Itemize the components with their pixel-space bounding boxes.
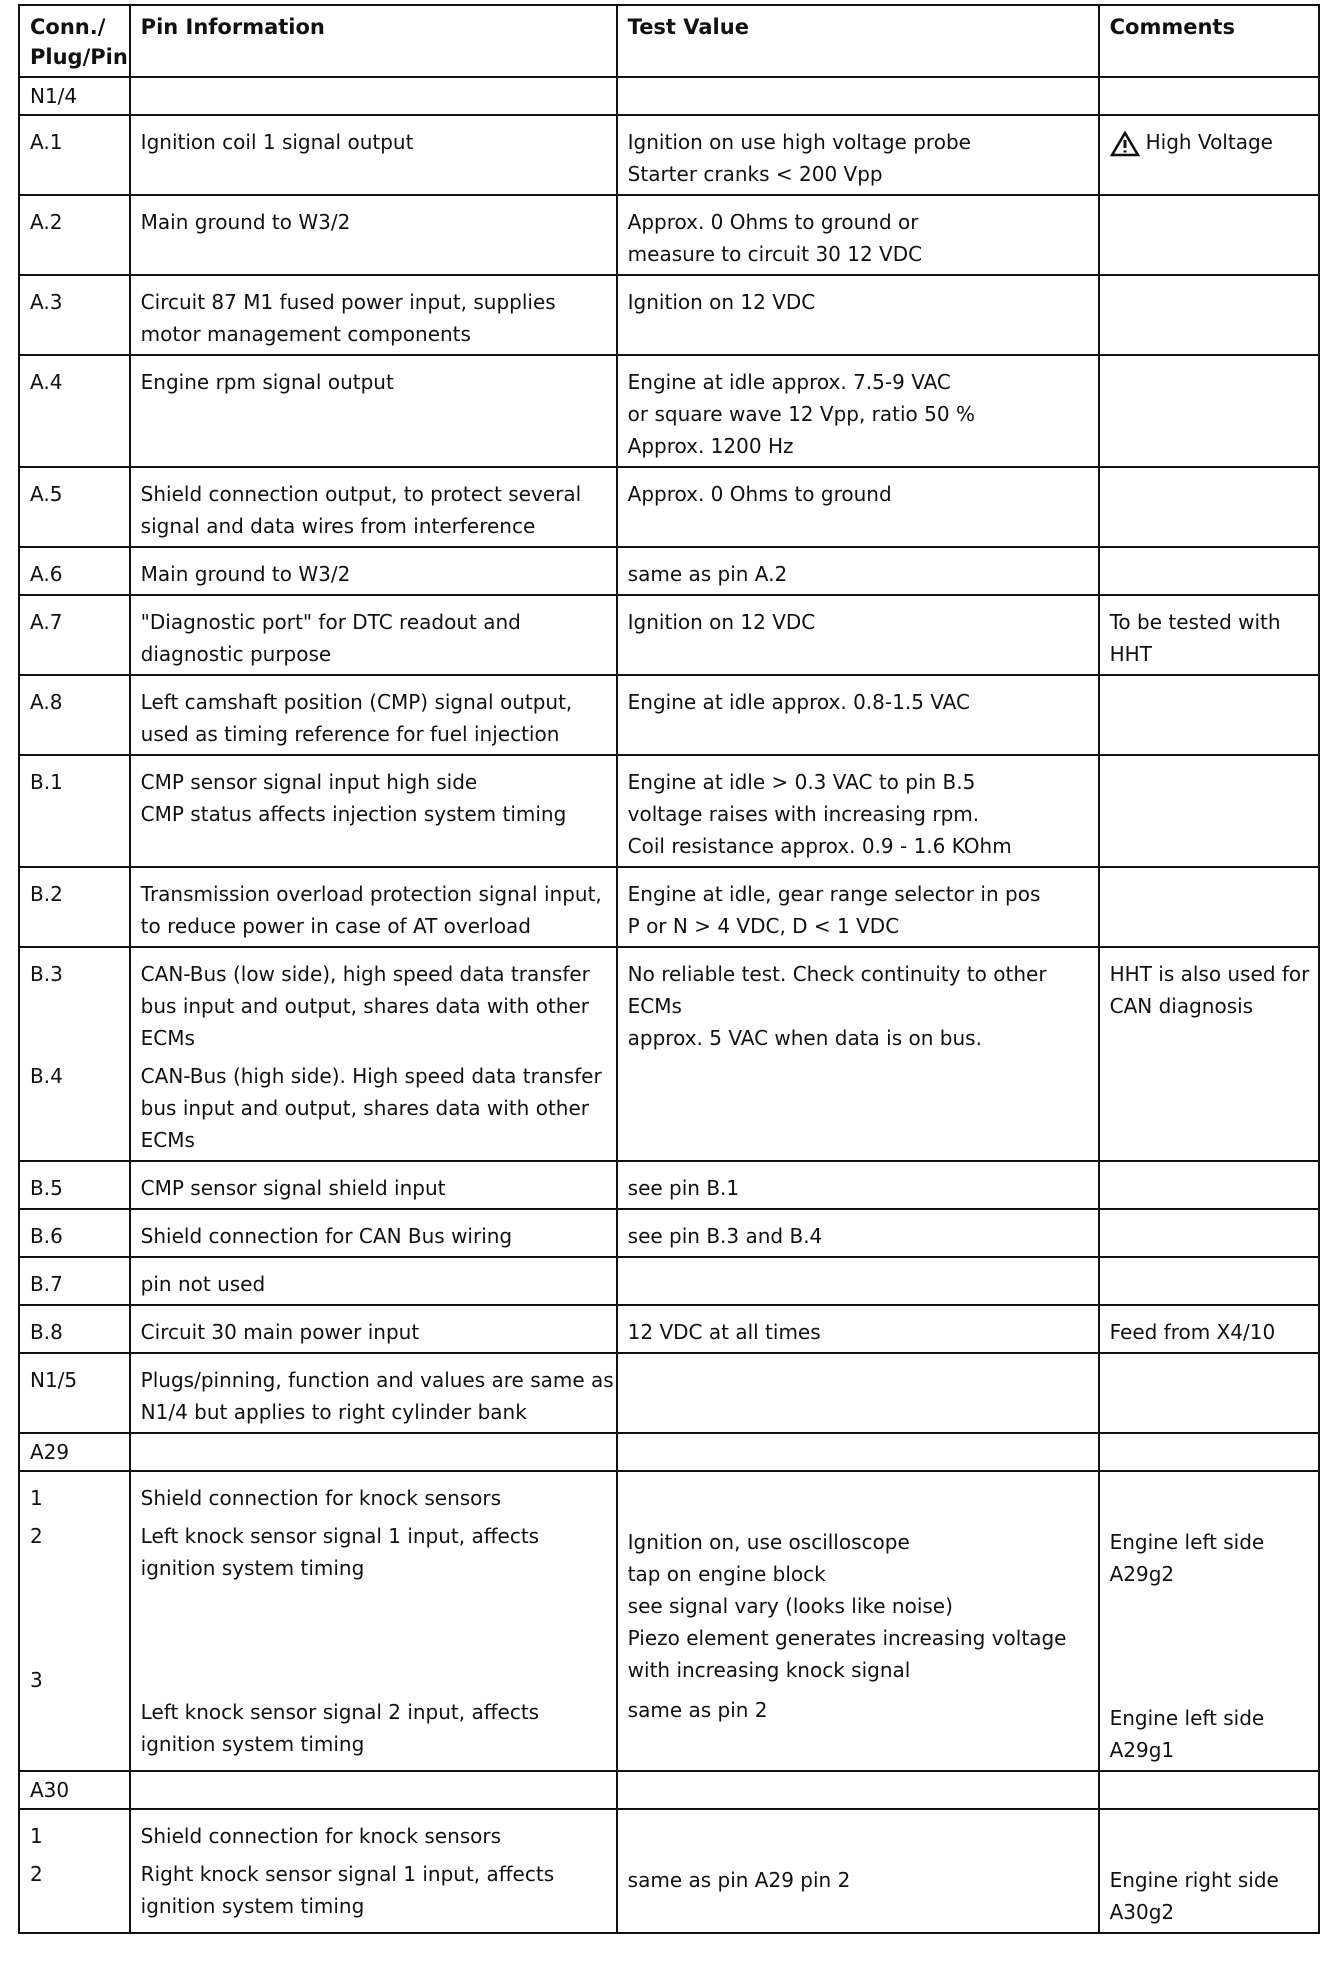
test-value-text: Approx. 1200 Hz — [627, 434, 794, 458]
conn-cell — [19, 1161, 130, 1209]
pin-info-cell — [130, 355, 617, 467]
table-row — [19, 595, 1319, 675]
pin-info-text: Left camshaft position (CMP) signal output, — [140, 690, 573, 714]
conn-cell — [19, 755, 130, 867]
pin-info-cell — [130, 595, 617, 675]
conn-label: 2 — [30, 1862, 43, 1886]
conn-cell — [19, 947, 130, 1161]
comments-cell — [1099, 115, 1319, 195]
test-value-cell — [617, 1471, 1099, 1771]
test-value-text: Engine at idle approx. 0.8-1.5 VAC — [627, 690, 970, 714]
pin-info-text: ECMs — [140, 1026, 195, 1050]
header-pin-info: Pin Information — [130, 5, 617, 77]
test-value-text: approx. 5 VAC when data is on bus. — [627, 1026, 982, 1050]
conn-cell — [19, 1209, 130, 1257]
conn-cell — [19, 675, 130, 755]
test-value-text: Approx. 0 Ohms to ground — [627, 482, 892, 506]
test-value-cell — [617, 195, 1099, 275]
pin-info-text: motor management components — [140, 322, 471, 346]
test-value-cell — [617, 1433, 1099, 1471]
comments-cell — [1099, 755, 1319, 867]
test-value-cell — [617, 115, 1099, 195]
table-row — [19, 867, 1319, 947]
table-row — [19, 547, 1319, 595]
pin-info-cell — [130, 1209, 617, 1257]
test-value-text: Ignition on 12 VDC — [627, 290, 816, 314]
pin-info-cell — [130, 1161, 617, 1209]
test-value-text: see pin B.3 and B.4 — [627, 1224, 823, 1248]
comment-text — [1110, 126, 1308, 158]
spacer — [628, 1820, 1088, 1864]
comment-text: CAN diagnosis — [1109, 994, 1254, 1018]
comments-cell — [1099, 195, 1319, 275]
conn-label: B.7 — [30, 1272, 63, 1296]
test-value-text: same as pin A29 pin 2 — [627, 1868, 851, 1892]
table-row — [19, 947, 1319, 1161]
test-value-text: Ignition on use high voltage probe — [627, 130, 971, 154]
pin-info-text: Plugs/pinning, function and values are same as — [140, 1368, 614, 1392]
pin-info-cell — [130, 467, 617, 547]
pin-info-text: "Diagnostic port" for DTC readout and — [140, 610, 521, 634]
test-value-cell — [617, 947, 1099, 1161]
comment-text: HHT — [1109, 642, 1152, 666]
test-value-text: Engine at idle approx. 7.5-9 VAC — [627, 370, 951, 394]
table-row — [19, 467, 1319, 547]
test-value-text: or square wave 12 Vpp, ratio 50 % — [627, 402, 975, 426]
comments-cell — [1099, 1209, 1319, 1257]
test-value-text: with increasing knock signal — [627, 1658, 911, 1682]
comments-cell — [1099, 947, 1319, 1161]
pin-info-text: Shield connection for knock sensors — [140, 1486, 502, 1510]
conn-cell — [19, 77, 130, 115]
comment-text: A29g2 — [1109, 1562, 1175, 1586]
comment-text: Engine right side — [1109, 1868, 1279, 1892]
test-value-text: voltage raises with increasing rpm. — [627, 802, 980, 826]
test-value-cell — [617, 547, 1099, 595]
conn-cell — [19, 1305, 130, 1353]
test-value-cell — [617, 1305, 1099, 1353]
comments-cell — [1099, 1257, 1319, 1305]
conn-cell — [19, 275, 130, 355]
pin-info-text: Engine rpm signal output — [140, 370, 394, 394]
test-value-cell — [617, 1353, 1099, 1433]
spacer — [30, 1552, 119, 1664]
header-comments: Comments — [1099, 5, 1319, 77]
pin-info-text: ignition system timing — [140, 1556, 365, 1580]
conn-label: A.7 — [30, 610, 63, 634]
test-value-text: Ignition on 12 VDC — [627, 610, 816, 634]
comment-text: Feed from X4/10 — [1109, 1320, 1276, 1344]
comments-cell — [1099, 1161, 1319, 1209]
comments-cell — [1099, 1771, 1319, 1809]
pin-info-text: signal and data wires from interference — [140, 514, 536, 538]
spacer — [1110, 1820, 1308, 1864]
conn-label: B.3 — [30, 962, 63, 986]
table-row — [19, 1433, 1319, 1471]
pin-info-text: Ignition coil 1 signal output — [140, 130, 414, 154]
pin-info-cell — [130, 1305, 617, 1353]
test-value-text: measure to circuit 30 12 VDC — [627, 242, 923, 266]
conn-label: 2 — [30, 1524, 43, 1548]
conn-label: A.2 — [30, 210, 63, 234]
conn-cell — [19, 1433, 130, 1471]
comment-text: Engine left side — [1109, 1530, 1265, 1554]
conn-label: A30 — [30, 1778, 70, 1802]
test-value-cell — [617, 595, 1099, 675]
test-value-cell — [617, 275, 1099, 355]
comment-text: HHT is also used for — [1109, 962, 1310, 986]
comments-cell — [1099, 595, 1319, 675]
pin-info-cell — [130, 1433, 617, 1471]
header-test-value: Test Value — [617, 5, 1099, 77]
test-value-text: same as pin 2 — [627, 1698, 768, 1722]
pin-info-text: pin not used — [140, 1272, 266, 1296]
test-value-text: Approx. 0 Ohms to ground or — [627, 210, 919, 234]
pin-info-cell — [130, 1353, 617, 1433]
pin-info-text: to reduce power in case of AT overload — [140, 914, 532, 938]
pin-info-text: Left knock sensor signal 1 input, affects — [140, 1524, 540, 1548]
conn-cell — [19, 1471, 130, 1771]
spacer — [628, 1686, 1088, 1694]
test-value-cell — [617, 867, 1099, 947]
conn-cell — [19, 1771, 130, 1809]
pin-info-text: CMP status affects injection system timing — [140, 802, 567, 826]
pin-info-cell — [130, 77, 617, 115]
table-row — [19, 1771, 1319, 1809]
test-value-cell — [617, 355, 1099, 467]
test-value-cell — [617, 467, 1099, 547]
conn-label: B.2 — [30, 882, 63, 906]
conn-label: A29 — [30, 1440, 70, 1464]
test-value-text: No reliable test. Check continuity to other — [627, 962, 1047, 986]
conn-cell — [19, 595, 130, 675]
conn-cell — [19, 115, 130, 195]
pin-info-cell — [130, 547, 617, 595]
comments-cell — [1099, 547, 1319, 595]
pin-info-text: ignition system timing — [140, 1732, 365, 1756]
test-value-text: same as pin A.2 — [627, 562, 788, 586]
test-value-text: tap on engine block — [627, 1562, 826, 1586]
conn-label: 3 — [30, 1668, 43, 1692]
table-header-row — [19, 5, 1319, 77]
test-value-text: Engine at idle, gear range selector in pos — [627, 882, 1041, 906]
pin-info-text: ECMs — [140, 1128, 195, 1152]
table-row — [19, 1161, 1319, 1209]
spacer — [30, 990, 119, 1060]
pin-info-text: bus input and output, shares data with other — [140, 994, 589, 1018]
table-row — [19, 1305, 1319, 1353]
pin-info-text: CMP sensor signal shield input — [140, 1176, 446, 1200]
pin-info-text: bus input and output, shares data with other — [140, 1096, 589, 1120]
pin-info-text: Main ground to W3/2 — [140, 562, 351, 586]
comments-cell — [1099, 275, 1319, 355]
table-row — [19, 195, 1319, 275]
test-value-text: 12 VDC at all times — [627, 1320, 821, 1344]
pin-info-cell — [130, 115, 617, 195]
test-value-cell — [617, 1809, 1099, 1933]
conn-cell — [19, 1353, 130, 1433]
pin-info-text: N1/4 but applies to right cylinder bank — [140, 1400, 527, 1424]
pin-info-cell — [130, 275, 617, 355]
conn-cell — [19, 1809, 130, 1933]
comments-cell — [1099, 355, 1319, 467]
comments-cell — [1099, 77, 1319, 115]
spacer — [628, 1482, 1088, 1526]
comments-cell — [1099, 1353, 1319, 1433]
comment-text: A29g1 — [1109, 1738, 1175, 1762]
pin-info-cell — [130, 1471, 617, 1771]
pin-info-text: Circuit 87 M1 fused power input, supplies — [140, 290, 556, 314]
pin-info-cell — [130, 675, 617, 755]
conn-label: 1 — [30, 1824, 43, 1848]
pin-info-cell — [130, 195, 617, 275]
comment-text: To be tested with — [1109, 610, 1281, 634]
table-row — [19, 1809, 1319, 1933]
comment-label: High Voltage — [1145, 130, 1273, 154]
header-conn: Conn./ Plug/Pin — [19, 5, 130, 77]
conn-cell — [19, 195, 130, 275]
warning-triangle-icon — [1110, 131, 1140, 157]
test-value-text: P or N > 4 VDC, D < 1 VDC — [627, 914, 900, 938]
test-value-text: see signal vary (looks like noise) — [627, 1594, 953, 1618]
test-value-cell — [617, 1257, 1099, 1305]
test-value-cell — [617, 755, 1099, 867]
pin-info-text: Transmission overload protection signal input, — [140, 882, 602, 906]
table-row — [19, 355, 1319, 467]
conn-label: A.3 — [30, 290, 63, 314]
spacer — [1110, 1590, 1308, 1702]
test-value-text: Starter cranks < 200 Vpp — [627, 162, 883, 186]
pin-info-text: Left knock sensor signal 2 input, affects — [140, 1700, 540, 1724]
conn-label: A.1 — [30, 130, 63, 154]
pin-info-text: Circuit 30 main power input — [140, 1320, 420, 1344]
table-body — [19, 77, 1319, 1933]
test-value-text: see pin B.1 — [627, 1176, 740, 1200]
table-row — [19, 675, 1319, 755]
pin-info-cell — [130, 947, 617, 1161]
conn-cell — [19, 547, 130, 595]
pin-info-text: Shield connection for knock sensors — [140, 1824, 502, 1848]
pin-info-cell — [130, 755, 617, 867]
conn-label: N1/4 — [30, 84, 78, 108]
pin-info-cell — [130, 1257, 617, 1305]
table-row — [19, 115, 1319, 195]
conn-label: A.6 — [30, 562, 63, 586]
conn-label: A.8 — [30, 690, 63, 714]
pin-info-text: Shield connection output, to protect several — [140, 482, 582, 506]
test-value-text: Engine at idle > 0.3 VAC to pin B.5 — [627, 770, 976, 794]
test-value-text: Coil resistance approx. 0.9 - 1.6 KOhm — [627, 834, 1012, 858]
pin-info-cell — [130, 1809, 617, 1933]
table-row — [19, 1353, 1319, 1433]
test-value-text: Piezo element generates increasing voltage — [627, 1626, 1067, 1650]
pin-info-text: CAN-Bus (low side), high speed data transfer — [140, 962, 590, 986]
conn-label: B.6 — [30, 1224, 63, 1248]
spacer — [141, 1584, 606, 1696]
test-value-cell — [617, 675, 1099, 755]
table-row — [19, 1257, 1319, 1305]
table-row — [19, 77, 1319, 115]
test-value-text: Ignition on, use oscilloscope — [627, 1530, 910, 1554]
pin-info-text: Main ground to W3/2 — [140, 210, 351, 234]
table-row — [19, 1209, 1319, 1257]
comments-cell — [1099, 867, 1319, 947]
pin-table — [18, 4, 1320, 1934]
test-value-cell — [617, 1161, 1099, 1209]
test-value-cell — [617, 77, 1099, 115]
conn-label: B.1 — [30, 770, 63, 794]
conn-label: B.4 — [30, 1064, 63, 1088]
pin-info-text: CMP sensor signal input high side — [140, 770, 478, 794]
conn-label: B.5 — [30, 1176, 63, 1200]
table-row — [19, 1471, 1319, 1771]
conn-label: N1/5 — [30, 1368, 78, 1392]
test-value-cell — [617, 1771, 1099, 1809]
test-value-text: ECMs — [627, 994, 682, 1018]
pin-info-text: ignition system timing — [140, 1894, 365, 1918]
pin-info-text: CAN-Bus (high side). High speed data transfer — [140, 1064, 602, 1088]
conn-cell — [19, 355, 130, 467]
conn-label: A.5 — [30, 482, 63, 506]
pin-info-cell — [130, 1771, 617, 1809]
comments-cell — [1099, 1809, 1319, 1933]
table-row — [19, 275, 1319, 355]
conn-cell — [19, 467, 130, 547]
comments-cell — [1099, 675, 1319, 755]
comments-cell — [1099, 467, 1319, 547]
comments-cell — [1099, 1471, 1319, 1771]
conn-cell — [19, 867, 130, 947]
conn-label: A.4 — [30, 370, 63, 394]
conn-label: B.8 — [30, 1320, 63, 1344]
spacer — [1110, 1482, 1308, 1526]
comment-text: Engine left side — [1109, 1706, 1265, 1730]
test-value-cell — [617, 1209, 1099, 1257]
pin-info-text: Shield connection for CAN Bus wiring — [140, 1224, 513, 1248]
comments-cell — [1099, 1433, 1319, 1471]
pin-info-cell — [130, 867, 617, 947]
pin-info-text: Right knock sensor signal 1 input, affects — [140, 1862, 555, 1886]
conn-cell — [19, 1257, 130, 1305]
comments-cell — [1099, 1305, 1319, 1353]
table-row — [19, 755, 1319, 867]
comment-text: A30g2 — [1109, 1900, 1175, 1924]
pin-info-text: used as timing reference for fuel injection — [140, 722, 560, 746]
pin-info-text: diagnostic purpose — [140, 642, 332, 666]
conn-label: 1 — [30, 1486, 43, 1510]
